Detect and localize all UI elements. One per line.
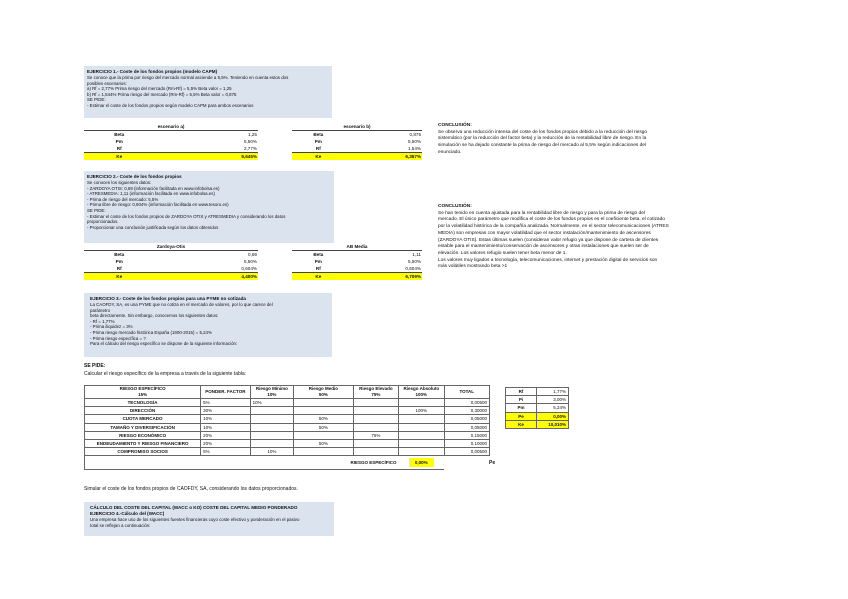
ex2-conclusion-title: CONCLUSIÓN: — [438, 204, 472, 209]
risk-weight: 20% — [201, 440, 250, 448]
ex2-a-label: Pm — [115, 259, 123, 264]
ex1-statement-box — [84, 66, 332, 118]
risk-weight: 20% — [201, 431, 250, 439]
risk-total: 0,30000 — [444, 407, 490, 415]
ex3-statement-box — [84, 293, 332, 357]
ex2-line: - ATRESMEDIA: 1,11 (información facilitada en www.infobolsa.es) — [87, 191, 215, 197]
ex2-conclusion-line: Los valores muy ligados a tecnología, telecomunicaciones, internet y prestación digital de servicios son — [438, 257, 658, 263]
risk-header-sub: 10% — [267, 392, 277, 397]
risk-min — [250, 423, 293, 431]
ex1-conclusion-line: enunciado. — [438, 149, 462, 155]
risk-medium: 50% — [294, 423, 354, 431]
ex1-conclusion — [438, 123, 718, 157]
ex2-table-b-title: AB Media — [292, 243, 422, 251]
ex3-line: Para el cálculo del riesgo específico se dispone de la siguiente información: — [90, 341, 238, 347]
ex1-title: EJERCICIO 1.- Coste de los fondos propios (modelo CAPM) — [87, 69, 218, 74]
risk-header-label: Riesgo Absoluto — [403, 386, 440, 391]
risk-header — [353, 386, 398, 399]
ex2-a-label: Beta — [114, 252, 125, 257]
table-row — [85, 407, 490, 415]
ex2-line: - Estimar el coste de los fondos propios de ZARDOYA OTIS y ATRESMEDIA y considerando los datos — [87, 213, 286, 219]
risk-absolute — [399, 448, 444, 456]
ex3-sepide-text: Calcular el riesgo específico de la empresa a través de la siguiente tabla: — [84, 371, 247, 377]
ex2-conclusion-line: (ZARDOYA OTIS). Estas últimas suelen (consideran valor refugio ya que dispone de cartera de clientes — [438, 237, 659, 243]
risk-high — [353, 440, 398, 448]
ex2-conclusion-line: estable para el mantenimiento/conservación de ascensores y otras instalaciones que suelen ser de — [438, 244, 649, 250]
risk-factor: TECNOLOGÍA — [85, 399, 201, 407]
risk-header-label: Riesgo Elevado — [359, 386, 393, 391]
ex2-conclusion-line: más volátiles mostrando beta >1 — [438, 264, 508, 270]
ex1-line: Se conoce que la prima por riesgo del mercado normal asciende a 5,5%. Teniendo en cuenta estos dos — [87, 75, 289, 80]
ex1-b-label: Pm — [314, 139, 322, 144]
ex1-table-a — [84, 123, 258, 160]
risk-medium: 50% — [294, 440, 354, 448]
ex3-sepide-title: SE PIDE: — [84, 363, 106, 369]
table-row — [85, 448, 490, 456]
risk-high — [353, 423, 398, 431]
ex1-b-value: 5,50% — [407, 139, 421, 144]
risk-medium — [294, 407, 354, 415]
risk-min — [250, 431, 293, 439]
ex1-conclusion-line: Se observa una reducción intensa del coste de los fondos propios debido a la reducción del riesgo — [438, 129, 648, 135]
ex1-line: posibles escenarios: — [87, 80, 127, 86]
risk-header-sub: 50% — [318, 392, 328, 397]
ex2-line: - ZARDOYA OTIS: 0,69 (información facilitada en www.infobolsa.es) — [87, 185, 220, 191]
ex3-line: - Prima riesgo específica = ? — [90, 335, 146, 341]
risk-factor: TAMAÑO Y DIVERSIFICACIÓN — [85, 423, 201, 431]
side-label: Pm — [506, 404, 537, 412]
side-label: Ke — [506, 420, 537, 428]
risk-min — [250, 440, 293, 448]
ex2-line: - Prima libre de riesgo: 0,604% (información facilitada en www.tesoro.es) — [87, 202, 229, 208]
risk-weight: 10% — [201, 423, 250, 431]
ex1-table-b — [292, 123, 422, 160]
risk-header-label: RIESGO ESPECÍFICO — [119, 386, 166, 391]
risk-total-label: RIESGO ESPECÍFICO — [85, 456, 399, 470]
risk-absolute — [399, 399, 444, 407]
ex3-line: - Prima iliquidez = 3% — [90, 324, 133, 330]
side-value: 3,00% — [537, 396, 569, 404]
ex2-conclusion-line: por la volatilidad histórica de la compañía analizada. Normalmente, en el sector telecomunicaciones (ATRES — [438, 224, 669, 230]
risk-header-sub: 15% — [138, 392, 148, 397]
risk-medium — [294, 399, 354, 407]
ex1-b-label: Beta — [313, 132, 324, 137]
risk-total: 0,10000 — [444, 440, 490, 448]
risk-header-sub: 75% — [371, 392, 381, 397]
risk-min — [250, 407, 293, 415]
risk-total: 0,05000 — [444, 415, 490, 423]
ex2-b-label: Pm — [314, 259, 322, 264]
ex1-b-value: 6,357% — [405, 154, 421, 159]
ex1-conclusion-title: CONCLUSIÓN: — [438, 123, 472, 128]
ex1-a-label: Beta — [114, 132, 125, 137]
side-value: 10,010% — [537, 420, 569, 428]
risk-factor: DIRECCIÓN — [85, 407, 201, 415]
ex3-line: La CAOFDY, SA, es una PYME que no cotiza en el mercado de valores, por lo que carece del — [90, 302, 273, 307]
ex3-simulate-text: Simular el coste de los fondos propios de CAOFDY, SA, considerando los datos proporcionados. — [84, 486, 298, 492]
ex2-a-value: 0,604% — [154, 265, 258, 273]
risk-min: 10% — [250, 448, 293, 456]
risk-weight: 5% — [201, 448, 250, 456]
risk-medium: 50% — [294, 415, 354, 423]
ex4-subtitle: EJERCICIO 4.-Cálculo del (WACC) — [90, 511, 165, 516]
ex2-table-a — [84, 243, 258, 280]
risk-header-label: TOTAL — [459, 389, 475, 395]
risk-weight: 30% — [201, 407, 250, 415]
ex1-a-label: Rf — [84, 145, 154, 153]
risk-factor: COMPROMISO SOCIOS — [85, 448, 201, 456]
risk-header — [250, 386, 293, 399]
ex1-line: SE PIDE: — [87, 97, 106, 103]
side-label: Pe — [506, 412, 537, 420]
risk-absolute — [399, 423, 444, 431]
ex1-a-value: 1,25 — [248, 132, 257, 137]
ex2-conclusion-line: elevación. Los valores refugio suelen tener beta menor de 1. — [438, 250, 567, 256]
ex3-side-table — [505, 387, 569, 429]
ex1-b-label: Rf — [292, 145, 345, 153]
ex3-line: beta directamente. Sin embargo, conocemos los siguientes datos: — [90, 313, 219, 319]
ex2-a-value: 5,50% — [243, 259, 257, 264]
ex1-b-value: 1,54% — [345, 145, 422, 153]
ex2-b-value: 6,709% — [405, 274, 421, 279]
ex2-b-label: Rf — [292, 265, 345, 273]
risk-high — [353, 407, 398, 415]
ex1-table-b-title: escenario b) — [292, 123, 422, 131]
risk-factor: RIESGO ECONÓMICO — [85, 431, 201, 439]
ex1-conclusion-line: sistemático (por la reducción del factor beta) y la reducción de la rentabilidad libre de riesgo. En la — [438, 136, 647, 142]
ex2-table-a-title: Zardoya-Otis — [84, 243, 258, 251]
ex2-a-label: Rf — [84, 265, 154, 273]
ex1-a-value: 5,50% — [243, 139, 257, 144]
ex2-line: SE PIDE: — [87, 207, 106, 213]
ex2-a-value: 4,400% — [241, 274, 257, 279]
ex1-b-label: Ke — [315, 154, 322, 159]
side-label: Pi — [506, 396, 537, 404]
ex1-a-value: 2,77% — [154, 145, 258, 153]
side-label: Rf — [506, 388, 537, 396]
ex2-conclusion-line: Se han tenido en cuenta ajustada para la rentabilidad libre de riesgo y para la prima de riesgo del — [438, 210, 645, 216]
risk-header-sub: 100% — [415, 392, 428, 397]
risk-factor: CUOTA MERCADO — [85, 415, 201, 423]
ex1-table-a-title: escenario a) — [84, 123, 258, 131]
risk-factor: ENDEUDAMIENTO Y RIESGO FINANCIERO — [85, 440, 201, 448]
ex2-statement-box — [84, 171, 334, 243]
risk-total-row — [85, 456, 490, 470]
risk-weight: 10% — [201, 415, 250, 423]
risk-absolute: 100% — [399, 407, 444, 415]
risk-header-label: PONDER. FACTOR — [205, 389, 246, 394]
table-row — [85, 415, 490, 423]
risk-header-label: Riesgo Mínimo — [255, 386, 288, 391]
risk-header-label: Riesgo Medio — [308, 386, 338, 391]
table-row — [85, 431, 490, 439]
ex2-b-value: 0,604% — [345, 265, 422, 273]
ex2-conclusion — [438, 204, 738, 271]
ex2-line: - Proporcionar una conclusión justificada según los datos obtenidos — [87, 224, 219, 230]
table-row — [85, 423, 490, 431]
ex3-title: EJERCICIO 3.- Coste de los fondos propios para una PYME no cotizada — [90, 296, 246, 301]
risk-total: 0,00500 — [444, 448, 490, 456]
ex1-line: a) Rf = 2,77% Prima riesgo del mercado (Rm-Rf) = 5,5% Beta valor = 1,25 — [87, 86, 232, 92]
ex2-conclusion-line: mercado. El único parámetro que modifica el coste de los fondos propios es el coeficiente beta, el cotizado — [438, 217, 665, 223]
side-value: 5,24% — [537, 404, 569, 412]
table-row — [85, 399, 490, 407]
risk-total-value: 0,00% — [409, 458, 434, 467]
ex2-b-label: Ke — [315, 274, 322, 279]
ex1-a-value: 9,645% — [241, 154, 257, 159]
ex4-line: Una empresa hace uso de los siguientes fuentes financieras cuyo coste efectivo y ponderación en el pasivo — [90, 517, 300, 522]
ex2-b-value: 5,50% — [407, 259, 421, 264]
risk-total: 0,15000 — [444, 431, 490, 439]
risk-total-suffix: Pe — [489, 460, 496, 466]
risk-absolute — [399, 440, 444, 448]
ex2-conclusion-line: MEDIA) son empresas con mayor volatilidad que el sector instalación/mantenimiento de ascensores — [438, 230, 651, 236]
risk-high — [353, 415, 398, 423]
risk-weight: 5% — [201, 399, 250, 407]
risk-header — [444, 386, 490, 399]
risk-high — [353, 399, 398, 407]
risk-absolute — [399, 431, 444, 439]
table-row — [85, 440, 490, 448]
risk-header — [399, 386, 444, 399]
ex2-table-b — [292, 243, 422, 280]
risk-medium — [294, 448, 354, 456]
side-value: 1,77% — [537, 388, 569, 396]
ex2-a-value: 0,69 — [248, 252, 257, 257]
ex3-risk-table — [84, 385, 490, 470]
ex3-line: parámetro — [90, 307, 111, 313]
ex2-b-value: 1,11 — [412, 252, 421, 257]
risk-absolute — [399, 415, 444, 423]
risk-total: 0,00500 — [444, 399, 490, 407]
risk-header — [85, 386, 201, 399]
risk-min — [250, 415, 293, 423]
risk-medium — [294, 431, 354, 439]
ex1-conclusion-line: simulación se ha dejado constante la prima de riesgo del mercado al 5,5% según indicaciones del — [438, 143, 646, 149]
risk-total: 0,05000 — [444, 423, 490, 431]
ex3-line: - Prima riesgo mercado histórica España (1900-2016) = 5,24% — [90, 329, 212, 335]
ex1-a-label: Ke — [116, 154, 123, 159]
ex3-line: - Rf = 1,77% — [90, 318, 115, 324]
ex4-title: CÁLCULO DEL COSTE DEL CAPITAL (WACC o KO) COSTE DEL CAPITAL MEDIO PONDERADO — [90, 505, 298, 510]
ex2-line: - Prima de riesgo del mercado: 5,5% — [87, 196, 159, 202]
risk-high — [353, 448, 398, 456]
ex2-a-label: Ke — [116, 274, 123, 279]
ex2-title: EJERCICIO 2.- Coste de los fondos propios — [87, 174, 182, 179]
risk-high: 75% — [353, 431, 398, 439]
ex4-line: total se reflejan a continuación: — [90, 522, 151, 528]
risk-header — [294, 386, 354, 399]
ex2-line: proporcionados. — [87, 219, 119, 225]
risk-min: 10% — [250, 399, 293, 407]
ex2-line: Se conocen los siguientes datos: — [87, 180, 152, 185]
ex1-line: - Estimar el coste de los fondos propios según modelo CAPM para ambos escenarios — [87, 102, 254, 108]
ex1-line: b) Rf = 1,544% Prima riesgo del mercado (Rm-Rf) = 5,5% Beta valor = 0,875 — [87, 91, 237, 97]
ex1-a-label: Pm — [115, 139, 123, 144]
ex2-b-label: Beta — [313, 252, 324, 257]
ex4-statement-box — [84, 502, 334, 536]
side-value: 0,00% — [537, 412, 569, 420]
risk-header — [201, 386, 250, 399]
ex1-b-value: 0,875 — [409, 132, 421, 137]
